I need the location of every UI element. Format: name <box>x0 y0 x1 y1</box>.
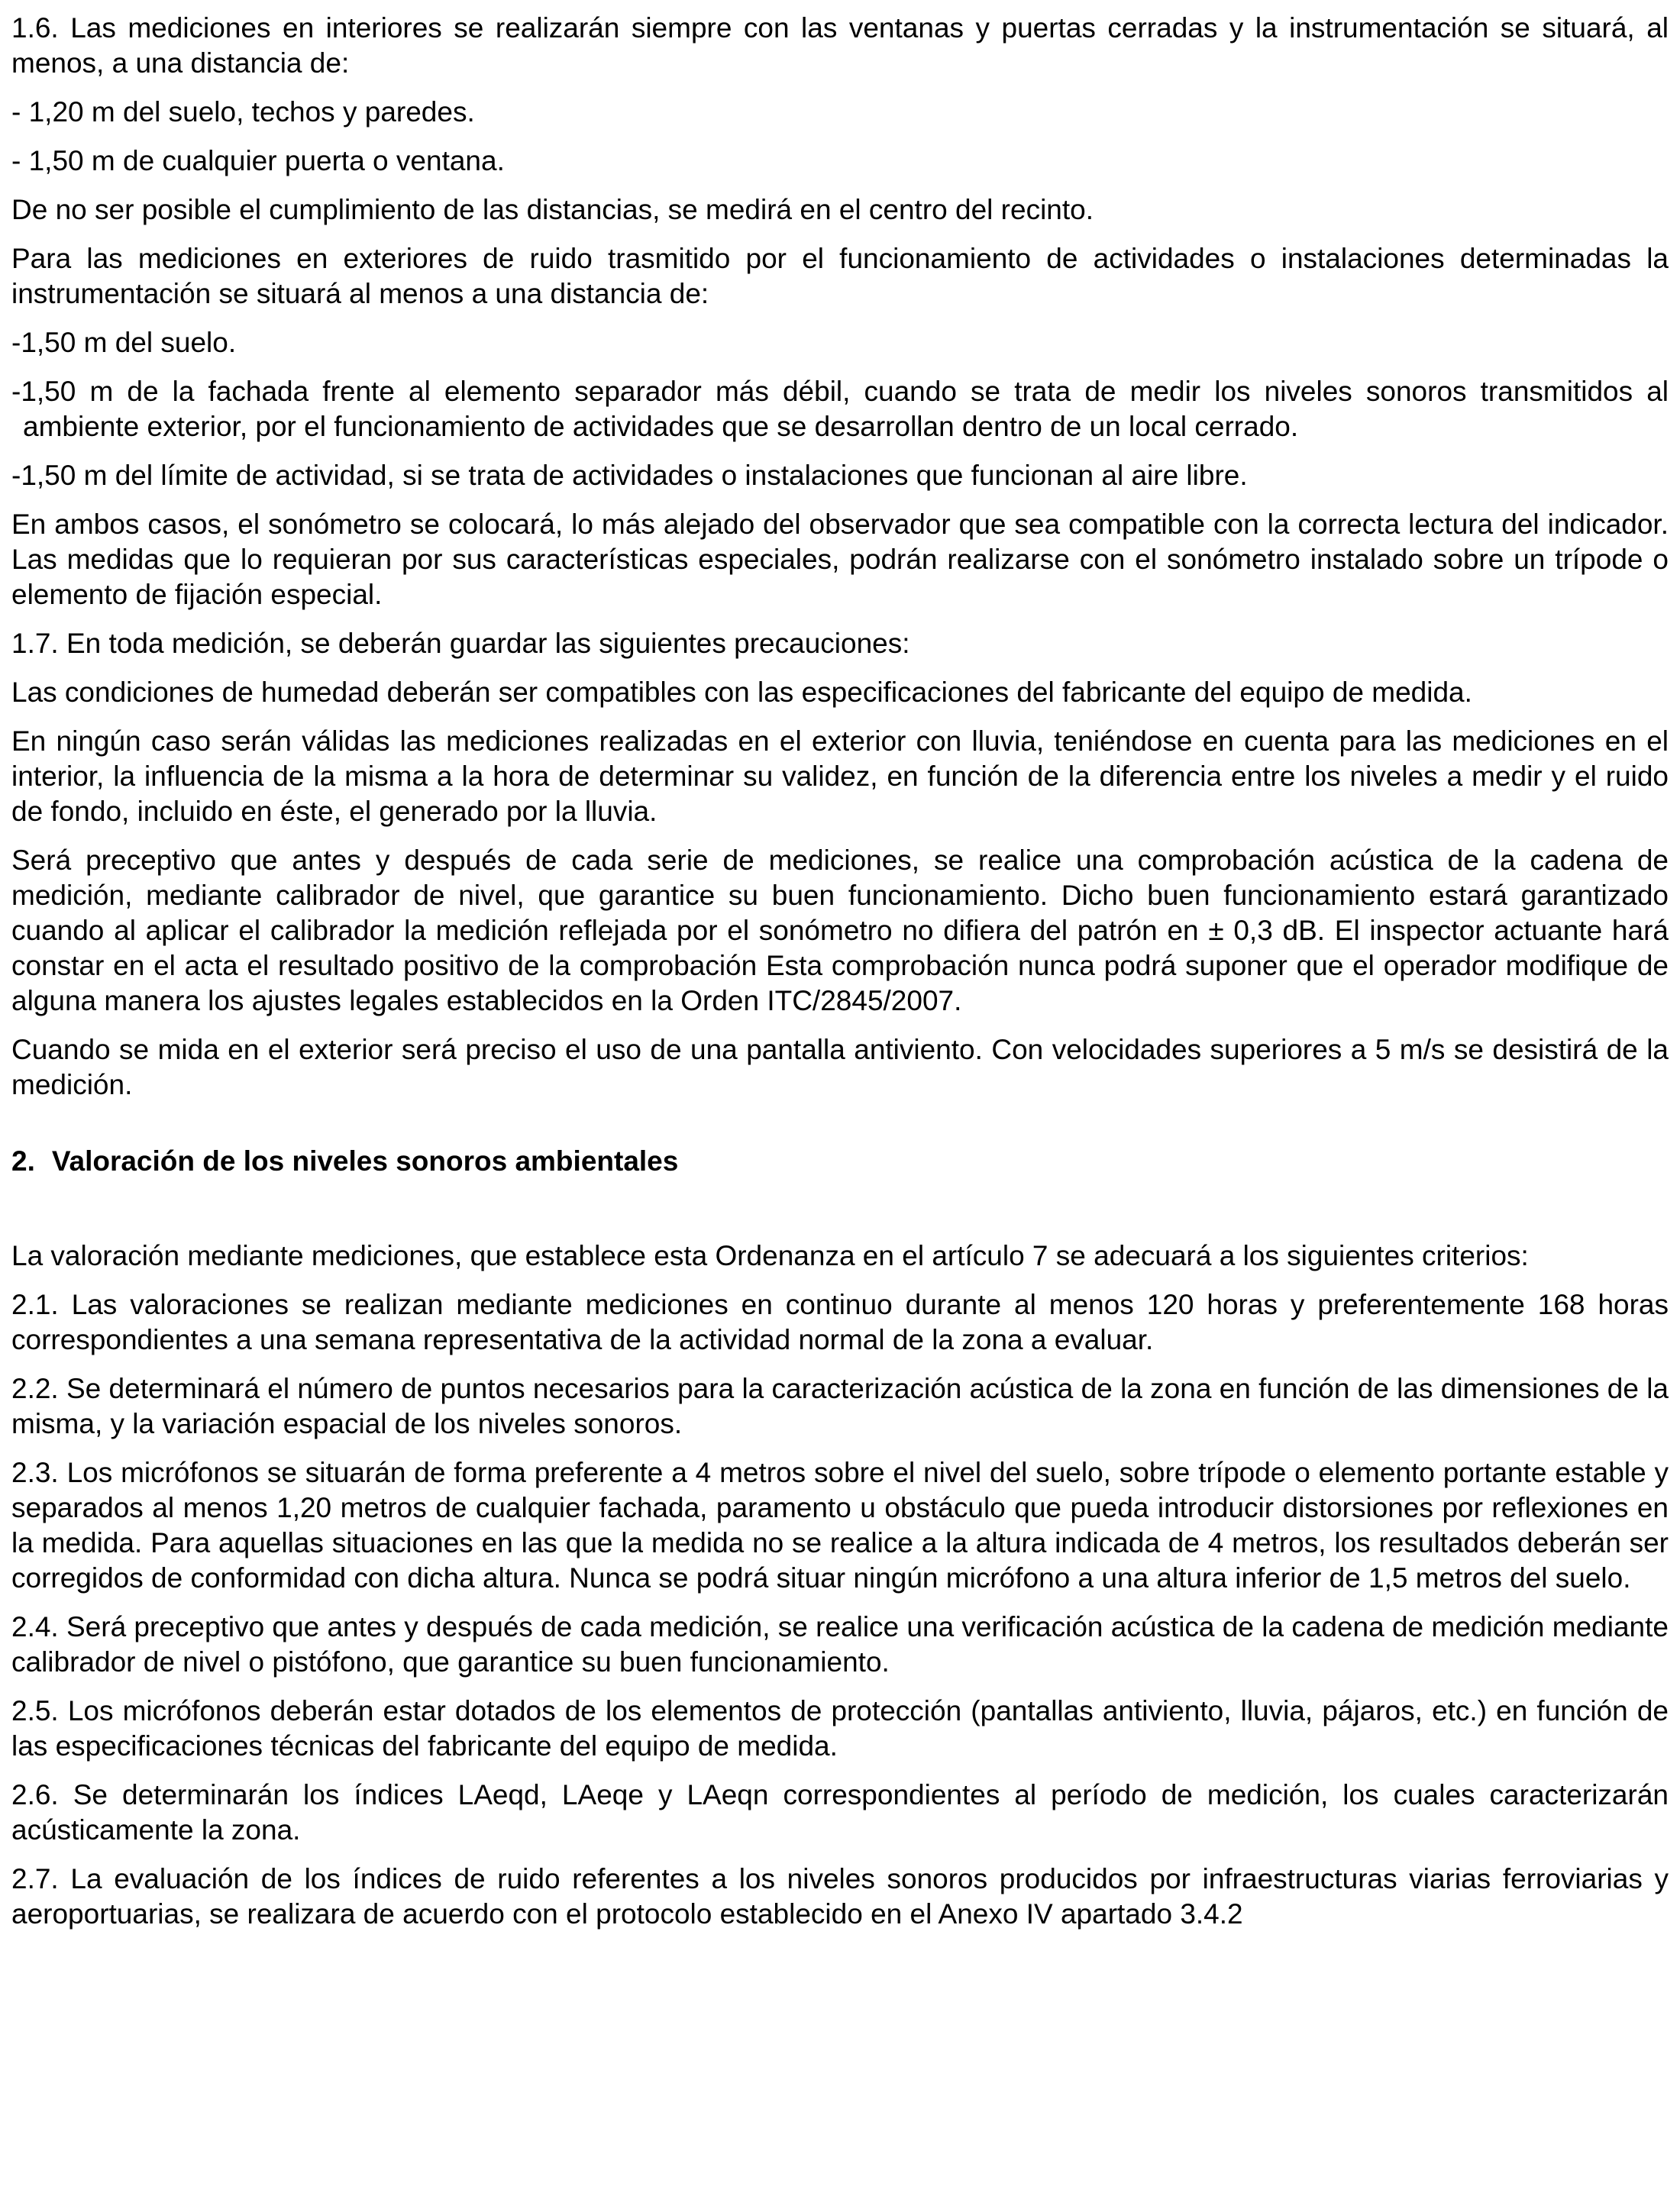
section-number: 2. <box>11 1145 35 1177</box>
paragraph-humidity: Las condiciones de humedad deberán ser compatibles con las especificaciones del fabricante del equipo de medida. <box>11 677 1472 708</box>
paragraph-2-1: 2.1. Las valoraciones se realizan mediante mediciones en continuo durante al menos 120 horas y preferentemente 168 horas correspondientes a una semana representativa de la actividad normal de la zona a evaluar. <box>11 1289 1669 1355</box>
list-item-outdoor-distance: -1,50 m de la fachada frente al elemento separador más débil, cuando se trata de medir los niveles sonoros transmitidos al ambiente exterior, por el funcionamiento de actividades que se desarrollan dentro de un local cerrado. <box>11 376 1669 442</box>
paragraph-2-7: 2.7. La evaluación de los índices de ruido referentes a los niveles sonoros producidos por infraestructuras viarias ferroviarias y aeroportuarias, se realizara de acuerdo con el protocolo establecido en el Anexo IV apartado 3.4.2 <box>11 1863 1669 1930</box>
paragraph-sonometer-placement: En ambos casos, el sonómetro se colocará, lo más alejado del observador que sea compatible con la correcta lectura del indicador. Las medidas que lo requieran por sus características especiales, podrán realizarse con el sonómetro instalado sobre un trípode o elemento de fijación especial. <box>11 509 1669 610</box>
paragraph-outdoor-intro: Para las mediciones en exteriores de ruido trasmitido por el funcionamiento de actividades o instalaciones determinadas la instrumentación se situará al menos a una distancia de: <box>11 243 1669 309</box>
paragraph-1-6-intro: 1.6. Las mediciones en interiores se realizarán siempre con las ventanas y puertas cerradas y la instrumentación se situará, al menos, a una distancia de: <box>11 12 1669 79</box>
paragraph-2-2: 2.2. Se determinará el número de puntos necesarios para la caracterización acústica de la zona en función de las dimensiones de la misma, y la variación espacial de los niveles sonoros. <box>11 1373 1669 1439</box>
paragraph-2-6: 2.6. Se determinarán los índices LAeqd, LAeqe y LAeqn correspondientes al período de medición, los cuales caracterizarán acústicamente la zona. <box>11 1779 1669 1846</box>
paragraph-1-7-intro: 1.7. En toda medición, se deberán guardar las siguientes precauciones: <box>11 628 910 659</box>
paragraph-fallback-rule: De no ser posible el cumplimiento de las distancias, se medirá en el centro del recinto. <box>11 194 1094 225</box>
paragraph-windscreen: Cuando se mida en el exterior será preciso el uso de una pantalla antiviento. Con velocidades superiores a 5 m/s se desistirá de la medición. <box>11 1034 1669 1100</box>
paragraph-section2-intro: La valoración mediante mediciones, que establece esta Ordenanza en el artículo 7 se adecuará a los siguientes criterios: <box>11 1240 1529 1271</box>
paragraph-calibration: Será preceptivo que antes y después de cada serie de mediciones, se realice una comprobación acústica de la cadena de medición, mediante calibrador de nivel, que garantice su buen funcionamiento. Dicho buen funcionamiento estará garantizado cuando al aplicar el calibrador la medición reflejada por el sonómetro no difiera del patrón en ± 0,3 dB. El inspector actuante hará constar en el acta el resultado positivo de la comprobación Esta comprobación nunca podrá suponer que el operador modifique de alguna manera los ajustes legales establecidos en la Orden ITC/2845/2007. <box>11 845 1669 1016</box>
list-item-outdoor-distance: -1,50 m del suelo. <box>11 327 237 358</box>
list-item-indoor-distance: - 1,20 m del suelo, techos y paredes. <box>11 96 475 128</box>
paragraph-2-3: 2.3. Los micrófonos se situarán de forma preferente a 4 metros sobre el nivel del suelo, sobre trípode o elemento portante estable y separados al menos 1,20 metros de cualquier fachada, paramento u obstáculo que pueda introducir distorsiones por reflexiones en la medida. Para aquellas situaciones en las que la medida no se realice a la altura indicada de 4 metros, los resultados deberán ser corregidos de conformidad con dicha altura. Nunca se podrá situar ningún micrófono a una altura inferior de 1,5 metros del suelo. <box>11 1457 1669 1594</box>
paragraph-2-5: 2.5. Los micrófonos deberán estar dotados de los elementos de protección (pantallas antiviento, lluvia, pájaros, etc.) en función de las especificaciones técnicas del fabricante del equipo de medida. <box>11 1695 1669 1762</box>
list-item-outdoor-distance: -1,50 m del límite de actividad, si se trata de actividades o instalaciones que funcionan al aire libre. <box>11 460 1248 491</box>
section-title: Valoración de los niveles sonoros ambientales <box>51 1145 679 1177</box>
paragraph-rain: En ningún caso serán válidas las mediciones realizadas en el exterior con lluvia, teniéndose en cuenta para las mediciones en el interior, la influencia de la misma a la hora de determinar su validez, en función de la diferencia entre los niveles a medir y el ruido de fondo, incluido en éste, el generado por la lluvia. <box>11 725 1669 827</box>
list-item-indoor-distance: - 1,50 m de cualquier puerta o ventana. <box>11 145 505 176</box>
section-heading <box>11 1144 1669 1179</box>
paragraph-2-4: 2.4. Será preceptivo que antes y después de cada medición, se realice una verificación acústica de la cadena de medición mediante calibrador de nivel o pistófono, que garantice su buen funcionamiento. <box>11 1611 1669 1678</box>
